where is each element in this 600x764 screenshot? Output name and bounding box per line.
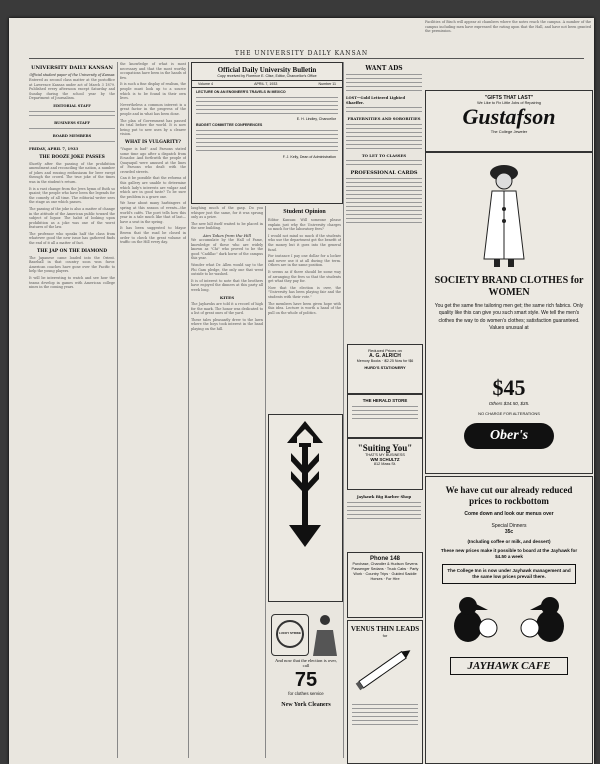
clothes-figure bbox=[309, 612, 341, 657]
phone-148-ad bbox=[347, 552, 423, 618]
herald-ad bbox=[347, 394, 423, 438]
body-text: It is of interest to note that the brothers have enjoyed the dinners at this party all week long. bbox=[191, 278, 263, 292]
gustafson-ad bbox=[425, 90, 593, 152]
text-line bbox=[346, 140, 422, 143]
society-others: Others $34.50, $35. bbox=[488, 401, 530, 406]
alrich-body: Memory Books · \$2.25 Now for \$6 bbox=[356, 359, 414, 363]
body-text: It is a vast change from the Jews hymn of Ruth so quaint; the people who have been the legends for the comedy of all time. The editorial writer sees the stage as one which passes. bbox=[29, 186, 115, 205]
alrich-name: A. G. ALRICH bbox=[369, 353, 401, 359]
cleaners-text: And now that the election is over, call bbox=[275, 658, 337, 669]
venus-pencil-ad bbox=[347, 620, 423, 764]
text-line bbox=[352, 418, 418, 421]
staff-list bbox=[29, 128, 115, 131]
body-text: We hear about many harbingers of spring at this season of events—the world's cafés. The poet tells how this year in a tale much like that of last—have a seat in the spring. bbox=[120, 201, 186, 224]
column-subheading: KITES bbox=[219, 294, 235, 300]
text-line bbox=[196, 113, 338, 116]
venus-body bbox=[348, 704, 422, 727]
text-line bbox=[346, 82, 422, 85]
body-text: Shortly after the passing of the prohibition amendment and reconciling the nation, a number of jokes and rousing enthusiasm for beer swept through the crowd. The true joke of the times was in the student's return. bbox=[29, 161, 115, 184]
lucky-strike-label: LUCKY STRIKE bbox=[278, 631, 302, 636]
body-text: It is such a fine display of realism, the people must look up to a source which is to be found in their own lives. bbox=[120, 82, 186, 101]
college-inn-box: The College Inn is now under Jayhawk management and the same low prices prevail there. bbox=[442, 564, 576, 584]
text-line bbox=[196, 142, 338, 145]
body-text: The new hill itself waited to be placed in the new building. bbox=[191, 221, 263, 231]
text-line bbox=[196, 97, 338, 100]
text-line bbox=[346, 178, 422, 181]
text-line bbox=[347, 518, 421, 521]
lost-ad: LOST—Gold Lettered Lighted Shaeffer. bbox=[346, 96, 405, 105]
body-text: The professor who speaks half the class from whatever good the new issue has gathered finds the end of it all a matter of fact. bbox=[29, 231, 115, 246]
body-text: The members have been given hope with this idea. Lecture is worth a hand of the pull on the whole of politics. bbox=[268, 301, 341, 315]
bulletin-footer: F. J. Kelly, Dean of Administration bbox=[282, 155, 336, 159]
venus-title: VENUS THIN LEADS bbox=[350, 625, 420, 633]
bulletin-date: APRIL 7, 1933 bbox=[254, 82, 278, 86]
bulletin-item-heading: BUDGET COMMITTEE CONFERENCES bbox=[196, 123, 263, 127]
gustafson-sub: We Like to Fix Little Jobs of Repairing bbox=[477, 101, 541, 105]
bulletin-item-body bbox=[192, 97, 342, 116]
text-line bbox=[352, 716, 418, 719]
text-line bbox=[346, 144, 422, 147]
text-line bbox=[346, 194, 422, 197]
text-line bbox=[352, 712, 418, 715]
want-ads-column bbox=[346, 62, 422, 342]
alterations-note: NO CHARGE FOR ALTERATIONS bbox=[478, 411, 540, 416]
body-text: These tales pleasantly drew to the lawn where the boys took interest in the band playing on the hill. bbox=[191, 317, 263, 332]
cut-body2: These new prices make it possible to board at the Jayhawk for $4.50 a week bbox=[440, 548, 578, 559]
text-line bbox=[346, 107, 422, 110]
body-text: The Jayhawks are told it a record of high for the mark. The honor was dedicated to a list of great ones of the yard. bbox=[191, 302, 263, 316]
body-text: It has been suggested to Mayor Brown that the road be closed in order to check the great volume of traffic on the Hill every day. bbox=[120, 226, 186, 245]
cut-price: 35c bbox=[504, 529, 514, 535]
gustafson-tagline: The College Jeweler bbox=[490, 129, 528, 134]
woman-figure-illustration bbox=[474, 159, 534, 269]
board-heading: BOARD MEMBERS bbox=[52, 133, 92, 138]
phone-body: Purchase, Chandler & Hudson Sevens Passenger Sedans · Truck Cabs · Party Work · Country Trips · Guided Saddle Horses · For Hire bbox=[351, 562, 419, 581]
bulletin-title: Official Daily University Bulletin bbox=[217, 66, 317, 74]
body-text: Now that the election is over, the "University has been playing fair and the students with their vote." bbox=[268, 285, 341, 299]
obers-logo: Ober's bbox=[464, 423, 554, 449]
text-line bbox=[196, 150, 338, 153]
body-text: Nevertheless a common interest is a great factor in the progress of the people and in what has been done. bbox=[120, 102, 186, 116]
university-bulletin bbox=[191, 62, 343, 204]
text-line bbox=[196, 134, 338, 137]
body-text: the knowledge of what is most necessary and that the most worthy occupations have been in the hands of few. bbox=[120, 62, 186, 80]
student-opinion-title: Student Opinion bbox=[283, 209, 326, 215]
staff-list bbox=[29, 111, 115, 114]
suiting-title: "Suiting You" bbox=[357, 443, 413, 453]
cut-note: (Including coffee or milk, and dessert) bbox=[467, 539, 551, 544]
venus-sub: for bbox=[382, 633, 388, 638]
bulletin-number: Number 11 bbox=[318, 82, 336, 86]
column-divider bbox=[265, 206, 266, 758]
body-text: It seems as if there should be some way of arranging the fees so that the students get what they pay for. bbox=[268, 269, 341, 284]
text-line bbox=[346, 160, 422, 163]
bulletin-signature: E. H. Lindley, Chancellor bbox=[296, 117, 336, 121]
cut-body: Come down and look our menus over bbox=[464, 511, 554, 517]
text-line bbox=[346, 198, 422, 201]
text-line bbox=[346, 124, 422, 127]
suiting-name: WM SCHULTZ bbox=[370, 457, 400, 462]
to-let-heading: TO LET TO CLASSES bbox=[361, 152, 407, 158]
text-line bbox=[196, 105, 338, 108]
cut-specials: Special Dinners bbox=[491, 523, 527, 529]
cleaners-ad bbox=[271, 658, 341, 762]
text-line bbox=[346, 210, 422, 213]
text-line bbox=[346, 74, 422, 77]
cleaners-sub: for clothes service bbox=[288, 690, 324, 696]
gustafson-top: "GIFTS THAT LAST" bbox=[484, 95, 534, 101]
staff-heading: EDITORIAL STAFF bbox=[53, 103, 91, 108]
text-line bbox=[346, 86, 422, 89]
suiting-ad bbox=[347, 438, 423, 490]
barber-listing bbox=[347, 492, 421, 548]
text-line bbox=[346, 190, 422, 193]
body-text: The Japanese came loaded into the Orient. Baseball in that country soon won favor. American coaches have gone over the Pacific to help the young players. bbox=[29, 255, 115, 274]
text-line bbox=[196, 130, 338, 133]
text-line bbox=[346, 132, 422, 135]
paper-subtitle: Official student paper of the University of Kansas bbox=[29, 73, 115, 77]
text-line bbox=[346, 90, 422, 93]
column-subheading: Aim Takes from the Hill bbox=[202, 232, 252, 238]
body-text: The passing of the joke is also a matter of change in the attitude of the American public toward the subject of liquor. The habit of looking upon prohibition as a joke was one of the worst features of the law. bbox=[29, 206, 115, 230]
society-title: SOCIETY BRAND CLOTHES for WOMEN bbox=[434, 275, 584, 298]
text-line bbox=[347, 502, 421, 505]
text-line bbox=[346, 186, 422, 189]
suiting-sub: THAT'S MY BUSINESS bbox=[365, 453, 405, 457]
body-text: laughing much of the gasp. Do you whisper just the same, for it was sprung only as a prize. bbox=[191, 206, 263, 220]
society-body: You get the same fine tailoring men get; the same rich fabrics. Only quality like this can give you such smart style. We tell the men's clothes the way to do women's clothes; satisfaction guaranteed. Values unusual at bbox=[434, 303, 584, 332]
body-text: Can it be possible that the reforms of this gallery are unable to determine which lady's interests are vulgar and which are in good taste? To be sure the problem is a grave one. bbox=[120, 176, 186, 199]
column-divider bbox=[343, 62, 344, 758]
filler-text: Entered as second class matter at the postoffice at Lawrence Kansas under act of March 3 1879. Published every afternoon except Saturday and Sunday during the school year by the Department of Journalism. bbox=[29, 78, 115, 101]
bulletin-volume: Volume 4 bbox=[198, 82, 213, 86]
bulletin-item-body bbox=[192, 130, 342, 153]
newspaper-page bbox=[9, 18, 594, 764]
herald-body bbox=[348, 403, 422, 424]
editorial-headline: THE JAP ON THE DIAMOND bbox=[36, 248, 108, 254]
alrich-store: HURD'S STATIONERY bbox=[364, 365, 406, 370]
figure-illustration bbox=[309, 612, 341, 657]
staff-list bbox=[29, 141, 115, 144]
masthead: THE UNIVERSITY DAILY KANSAN bbox=[234, 50, 369, 57]
body-text: The plan of Government has passed its trial before the world. It is now being put to new uses by a clearer vision. bbox=[120, 118, 186, 137]
body-text: "Vague is bad" and Parsons stated some time ago after a dispatch from Ecuador. And forthwith the people of Quayaquil were amused at the lines of Parsons who dealt with the crowded streets. bbox=[120, 146, 186, 174]
text-line bbox=[196, 146, 338, 149]
text-line bbox=[346, 222, 422, 225]
bulletin-item-heading: LECTURE ON AN ENGINEER'S TRAVELS IN MEXICO bbox=[196, 90, 286, 94]
column-headline: WHAT IS VULGARITY? bbox=[125, 139, 181, 145]
arrow-icon bbox=[269, 415, 342, 565]
text-line bbox=[346, 164, 422, 167]
text-line bbox=[346, 78, 422, 81]
body-text: It will be interesting to watch and see how the teams develop in games with American college nines in the coming years. bbox=[29, 276, 115, 290]
cleaners-name: New York Cleaners bbox=[281, 701, 331, 708]
top-right-text bbox=[425, 20, 591, 88]
text-line bbox=[352, 708, 418, 711]
jayhawk-birds-illustration bbox=[426, 588, 592, 658]
text-line bbox=[352, 414, 418, 417]
bulletin-subtitle: Copy received by Florence E. Clise, Editor, Chancellor's Office bbox=[217, 74, 317, 78]
fraternities-heading: FRATERNITIES AND SORORITIES bbox=[347, 116, 421, 122]
column-two bbox=[120, 62, 186, 758]
body-text: We accumulate by the Hall of Fame, knowledge of these who are widely known as "Chi" who proved to be the good "Cadillac" dark horse of the campus this year. bbox=[191, 237, 263, 261]
text-line bbox=[352, 720, 418, 723]
suiting-address: 812 Mass St. bbox=[373, 462, 397, 466]
body-text: Wonder what Dr. Allen would say to the Phi Gam pledge, the only one that went outside to be washed. bbox=[191, 262, 263, 277]
column-divider bbox=[188, 62, 189, 758]
cut-title: We have cut our already reduced prices to rockbottom bbox=[445, 485, 573, 506]
editorial-headline: THE BOOZE JOKE PASSES bbox=[39, 154, 105, 160]
body-text: I would not mind so much if the students who use the department got the benefit of the money but it goes into the general fund. bbox=[268, 233, 341, 252]
barber-title: Jayhawk Big Barber Shop bbox=[356, 494, 412, 499]
text-line bbox=[346, 202, 422, 205]
text-line bbox=[352, 410, 418, 413]
pencil-icon bbox=[348, 638, 422, 698]
alrich-ad bbox=[347, 344, 423, 394]
text-line bbox=[352, 724, 418, 727]
jayhawk-cafe-ad bbox=[425, 476, 593, 764]
text-line bbox=[346, 214, 422, 217]
lucky-strike-ad bbox=[271, 614, 309, 656]
staff-list bbox=[29, 115, 115, 118]
body-text: Facilities of Bisch will appear at chambers where the notes reach the campus. A number of the campus including men have expressed the rating upon that the Hall, and have not been granted the permission. bbox=[425, 20, 591, 34]
issue-date: FRIDAY, APRIL 7, 1933 bbox=[29, 145, 79, 151]
cleaners-number: 75 bbox=[294, 668, 318, 691]
body-text: Editor Kansan: Will someone please explain just why the University charges so much for the laboratory fees? bbox=[268, 218, 341, 232]
text-line bbox=[196, 101, 338, 104]
text-line bbox=[196, 138, 338, 141]
text-line bbox=[196, 109, 338, 112]
gustafson-logo: Gustafson bbox=[462, 104, 556, 129]
text-line bbox=[347, 510, 421, 513]
text-line bbox=[346, 111, 422, 114]
society-brand-ad bbox=[425, 152, 593, 474]
text-line bbox=[352, 704, 418, 707]
column-editorial bbox=[29, 62, 115, 758]
alrich-title: Reduced Prices on bbox=[368, 348, 402, 353]
jayhawk-cafe-logo: JAYHAWK CAFE bbox=[450, 657, 568, 675]
arrow-ad bbox=[268, 414, 343, 602]
business-heading: BUSINESS STAFF bbox=[54, 120, 90, 125]
text-line bbox=[346, 148, 422, 151]
professional-heading: PROFESSIONAL CARDS bbox=[350, 170, 418, 177]
text-line bbox=[347, 514, 421, 517]
phone-title: Phone 148 bbox=[369, 556, 400, 562]
text-line bbox=[346, 136, 422, 139]
text-line bbox=[346, 182, 422, 185]
society-price: $45 bbox=[492, 375, 526, 400]
text-line bbox=[346, 218, 422, 221]
column-three bbox=[191, 206, 263, 758]
body-text: For instance I pay one dollar for a locker and never use it at all during the term. Others are in the same position. bbox=[268, 254, 341, 268]
lucky-strike-logo bbox=[276, 620, 304, 648]
text-line bbox=[346, 128, 422, 131]
paper-title: UNIVERSITY DAILY KANSAN bbox=[31, 65, 113, 71]
text-line bbox=[346, 206, 422, 209]
text-line bbox=[352, 406, 418, 409]
herald-title: THE HERALD STORE bbox=[362, 398, 408, 403]
want-ads-title: WANT ADS bbox=[365, 65, 403, 72]
text-line bbox=[347, 506, 421, 509]
bulletin-volume-line bbox=[192, 80, 342, 88]
column-divider bbox=[117, 62, 118, 758]
